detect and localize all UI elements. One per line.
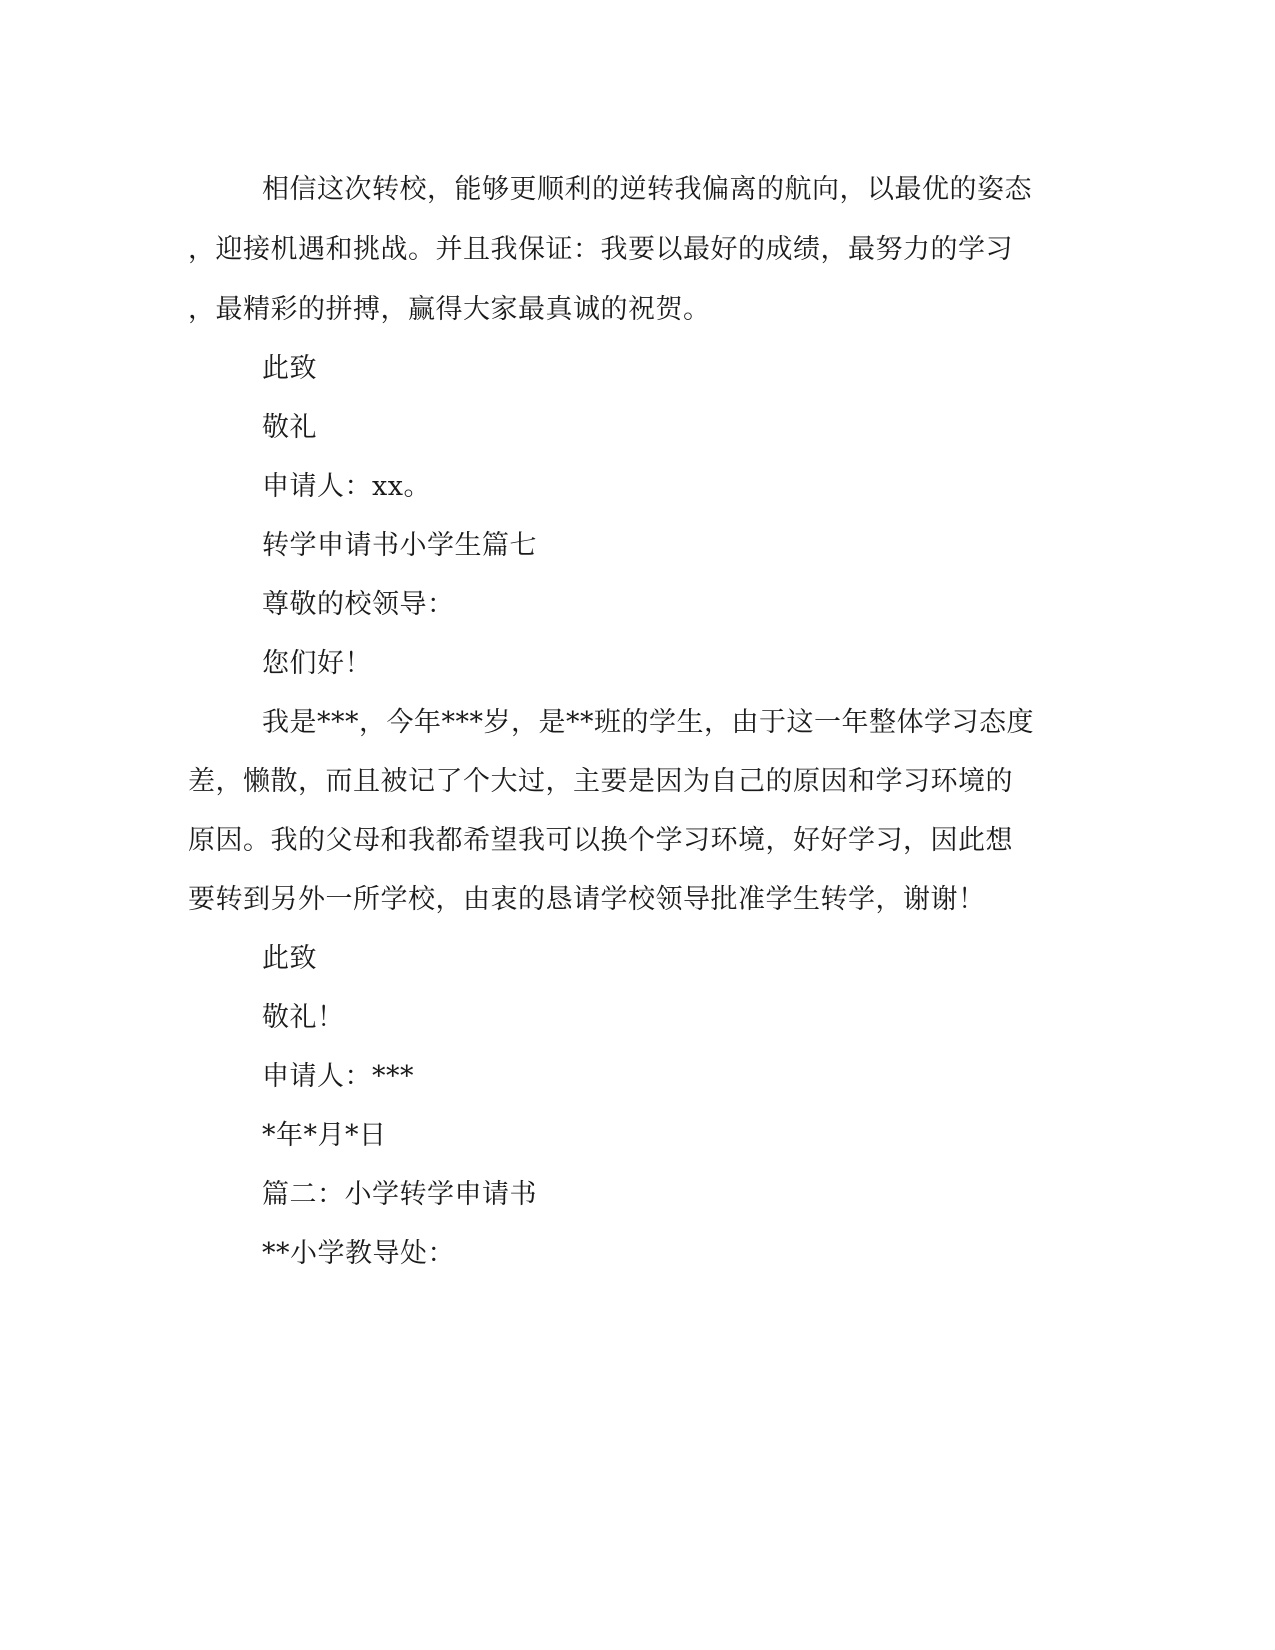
section7-body-line-3: 原因。我的父母和我都希望我可以换个学习环境，好好学习，因此想 (188, 825, 1013, 856)
section7-body-line-4: 要转到另外一所学校，由衷的恳请学校领导批准学生转学，谢谢！ (188, 884, 986, 915)
paragraph1-line-1: 相信这次转校，能够更顺利的逆转我偏离的航向，以最优的姿态 (262, 174, 1032, 205)
section2-title: 篇二：小学转学申请书 (262, 1179, 537, 1210)
section7-jingli: 敬礼！ (262, 1002, 345, 1033)
section7-greeting: 您们好！ (262, 648, 372, 679)
paragraph1-line-2: ，迎接机遇和挑战。并且我保证：我要以最好的成绩，最努力的学习 (188, 234, 1013, 265)
closing1-zhizhi: 此致 (262, 353, 317, 384)
section7-salutation: 尊敬的校领导： (262, 589, 455, 620)
section7-date: *年*月*日 (262, 1120, 387, 1151)
section7-body-line-1: 我是***，今年***岁，是**班的学生，由于这一年整体学习态度 (262, 707, 1034, 738)
section7-applicant: 申请人：*** (262, 1061, 414, 1092)
section7-zhizhi: 此致 (262, 943, 317, 974)
closing1-jingli: 敬礼 (262, 412, 317, 443)
closing1-applicant: 申请人：xx。 (262, 471, 431, 502)
section7-title: 转学申请书小学生篇七 (262, 530, 537, 561)
section2-salutation: **小学教导处： (262, 1238, 455, 1269)
paragraph1-line-3: ，最精彩的拼搏，赢得大家最真诚的祝贺。 (188, 294, 711, 325)
section7-body-line-2: 差，懒散，而且被记了个大过，主要是因为自己的原因和学习环境的 (188, 766, 1013, 797)
